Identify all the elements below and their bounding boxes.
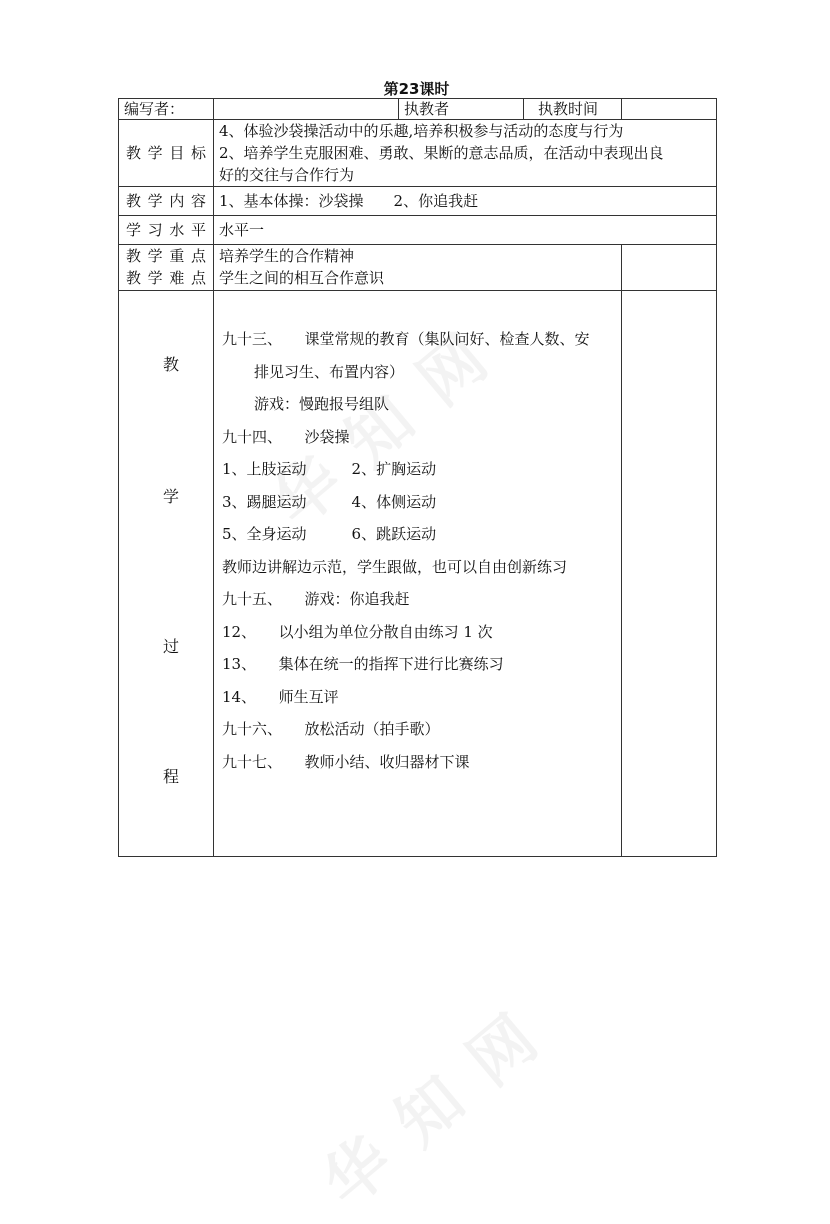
page-title: 第23课时 [383,80,450,98]
goal-line: 好的交往与合作行为 [219,166,355,184]
teacher-label: 执教者 [399,99,524,120]
level-value: 水平一 [214,216,717,245]
goal-line: 4、体验沙袋操活动中的乐趣,培养积极参与活动的态度与行为 [219,122,624,140]
process-label-char: 教 [163,355,180,374]
process-label-char: 学 [163,487,180,506]
process-line: 12、 以小组为单位分散自由练习 1 次 [222,622,493,641]
key-points-row [119,245,717,291]
process-line: 1、上肢运动 2、扩胸运动 [222,460,437,478]
key-point-label: 教学重点 [126,247,206,265]
process-line: 九十三、 课堂常规的教育（集队问好、检查人数、安 [222,330,590,348]
process-line: 九十六、 放松活动（拍手歌） [222,720,440,738]
content-row [119,187,717,216]
process-line: 九十四、 沙袋操 [222,427,350,446]
author-label: 编写者： [119,99,214,120]
process-label-char: 程 [163,767,180,786]
process-row [119,291,717,857]
time-label: 执教时间 [524,99,622,120]
process-line: 九十五、 游戏：你追我赶 [222,590,410,608]
watermark [300,988,556,1223]
process-line: 3、踢腿运动 4、体侧运动 [222,492,437,511]
process-label-char: 过 [163,637,180,656]
goals-label: 教学目标 [119,120,214,187]
level-row [119,216,717,245]
lesson-plan-table [118,98,717,857]
process-line: 九十七、 教师小结、收归器材下课 [222,752,470,771]
process-line: 游戏：慢跑报号组队 [254,395,390,413]
key-points-labels [119,245,214,291]
process-content [214,291,622,857]
author-value [214,99,399,120]
goals-text [214,120,717,187]
key-points-values [214,245,622,291]
key-point-value: 培养学生的合作精神 [219,247,355,265]
level-label: 学习水平 [119,216,214,245]
process-blank [622,291,717,857]
process-line: 5、全身运动 6、跳跃运动 [222,525,437,543]
process-line: 14、 师生互评 [222,687,339,706]
difficulty-value: 学生之间的相互合作意识 [219,269,385,287]
process-label [119,291,214,857]
content-value: 1、基本体操：沙袋操 2、你追我赶 [214,187,717,216]
process-line: 教师边讲解边示范，学生跟做，也可以自由创新练习 [222,557,568,576]
goals-row [119,120,717,187]
time-value [622,99,717,120]
header-row [119,99,717,120]
process-line: 排见习生、布置内容） [254,362,405,381]
content-label: 教学内容 [119,187,214,216]
goal-line: 2、培养学生克服困难、勇敢、果断的意志品质，在活动中表现出良 [219,144,664,162]
process-line: 13、 集体在统一的指挥下进行比赛练习 [222,655,504,673]
key-points-blank [622,245,717,291]
difficulty-label: 教学难点 [126,269,206,287]
